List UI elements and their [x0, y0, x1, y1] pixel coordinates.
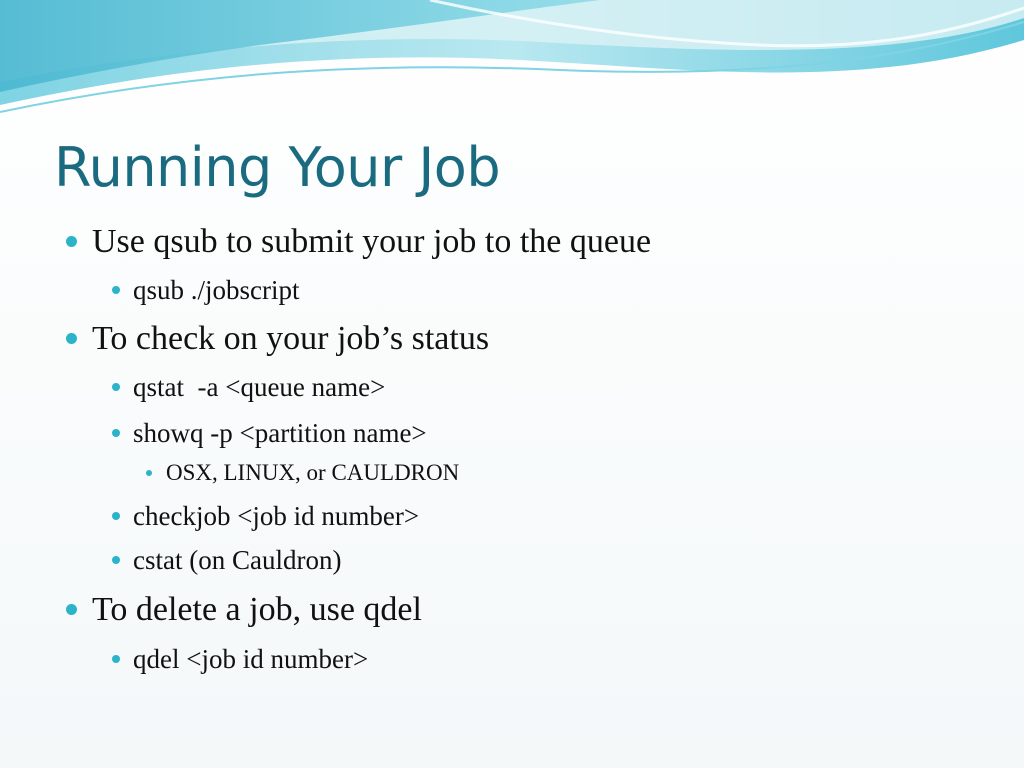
sub-bullet-item	[133, 544, 341, 576]
bullet-dot-icon	[66, 604, 77, 615]
bullet-dot-icon	[112, 286, 120, 294]
sub-bullet-item	[133, 500, 419, 532]
bullet-text: OSX, LINUX, or CAULDRON	[166, 460, 460, 485]
bullet-dot-icon	[66, 236, 77, 247]
bullet-text: showq -p <partition name>	[133, 418, 427, 448]
bullet-dot-icon	[112, 429, 120, 437]
bullet-dot-icon	[112, 512, 120, 520]
bullet-text: cstat (on Cauldron)	[133, 545, 342, 575]
bullet-dot-icon	[112, 556, 120, 564]
bullet-dot-icon	[112, 655, 120, 663]
bullet-item	[92, 590, 422, 630]
bullet-dot-icon	[112, 383, 120, 391]
sub-bullet-item	[133, 643, 368, 675]
bullet-dot-icon	[66, 333, 77, 344]
bullet-text: qdel <job id number>	[133, 644, 369, 674]
bullet-item	[92, 222, 651, 262]
bullet-text: Use qsub to submit your job to the queue	[92, 223, 652, 260]
slide-title: Running Your Job	[54, 136, 501, 199]
bullet-text: qstat -a <queue name>	[133, 372, 386, 402]
bullet-text: To check on your job’s status	[92, 320, 490, 357]
bullet-item	[92, 319, 489, 359]
bullet-text: To delete a job, use qdel	[92, 591, 422, 628]
sub-sub-bullet-item	[166, 459, 459, 487]
bullet-text: qsub ./jobscript	[133, 275, 300, 305]
sub-bullet-item	[133, 417, 427, 449]
sub-bullet-item	[133, 371, 385, 403]
sub-bullet-item	[133, 274, 300, 306]
bullet-text: checkjob <job id number>	[133, 501, 420, 531]
bullet-dot-icon	[146, 470, 152, 476]
